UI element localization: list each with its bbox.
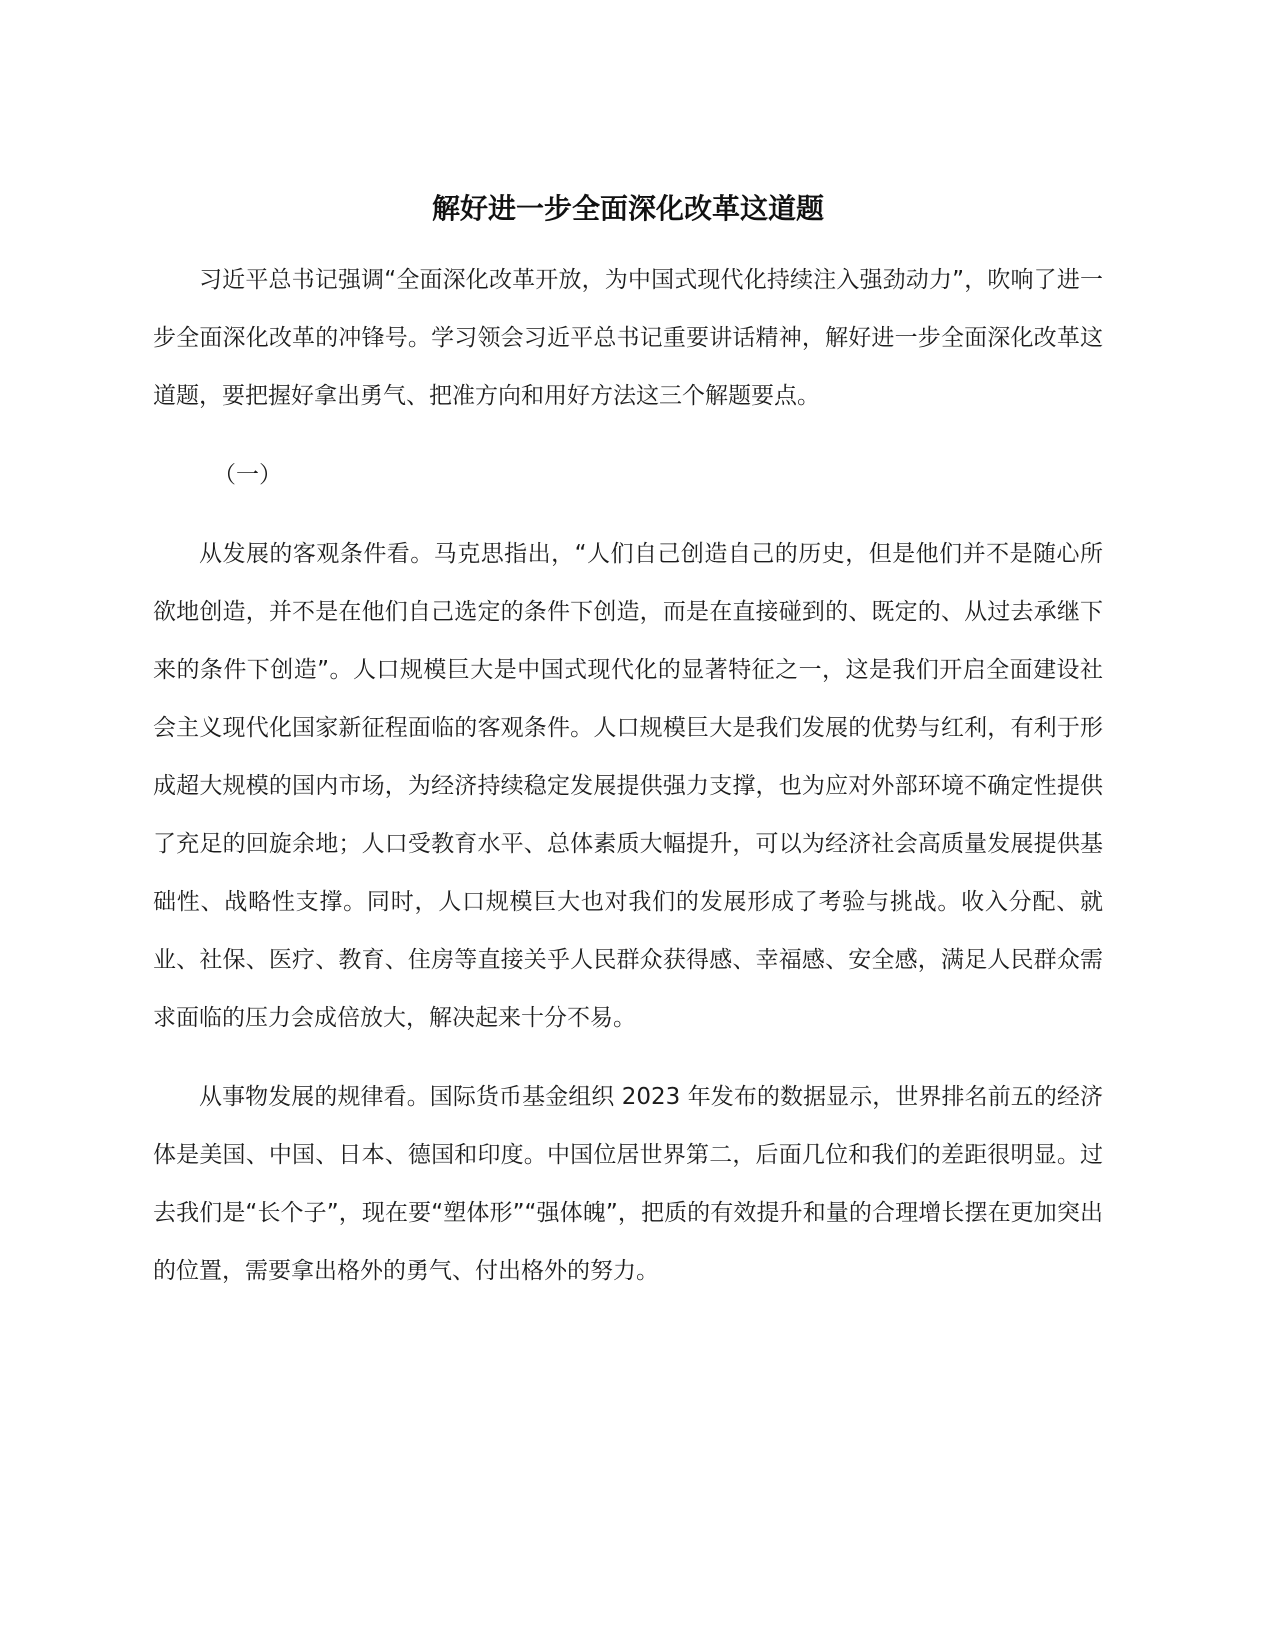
section-heading: （一） bbox=[213, 462, 282, 488]
intro-paragraph: 习近平总书记强调“全面深化改革开放，为中国式现代化持续注入强劲动力”，吹响了进一步全面深化改革的冲锋号。学习领会习近平总书记重要讲话精神，解好进一步全面深化改革这道题，要把握好拿出勇气、把准方向和用好方法这三个解题要点。 bbox=[153, 267, 1103, 409]
document-body bbox=[153, 185, 1103, 1300]
body-paragraph-2: 从事物发展的规律看。国际货币基金组织 2023 年发布的数据显示，世界排名前五的经济体是美国、中国、日本、德国和印度。中国位居世界第二，后面几位和我们的差距很明显。过去我们是“长个子”，现在要“塑体形”“强体魄”，把质的有效提升和量的合理增长摆在更加突出的位置，需要拿出格外的勇气、付出格外的努力。 bbox=[153, 1084, 1103, 1284]
body-paragraph-1: 从发展的客观条件看。马克思指出，“人们自己创造自己的历史，但是他们并不是随心所欲地创造，并不是在他们自己选定的条件下创造，而是在直接碰到的、既定的、从过去承继下来的条件下创造”。人口规模巨大是中国式现代化的显著特征之一，这是我们开启全面建设社会主义现代化国家新征程面临的客观条件。人口规模巨大是我们发展的优势与红利，有利于形成超大规模的国内市场，为经济持续稳定发展提供强力支撑，也为应对外部环境不确定性提供了充足的回旋余地；人口受教育水平、总体素质大幅提升，可以为经济社会高质量发展提供基础性、战略性支撑。同时，人口规模巨大也对我们的发展形成了考验与挑战。收入分配、就业、社保、医疗、教育、住房等直接关乎人民群众获得感、幸福感、安全感，满足人民群众需求面临的压力会成倍放大，解决起来十分不易。 bbox=[153, 541, 1103, 1031]
document-title: 解好进一步全面深化改革这道题 bbox=[431, 192, 824, 225]
